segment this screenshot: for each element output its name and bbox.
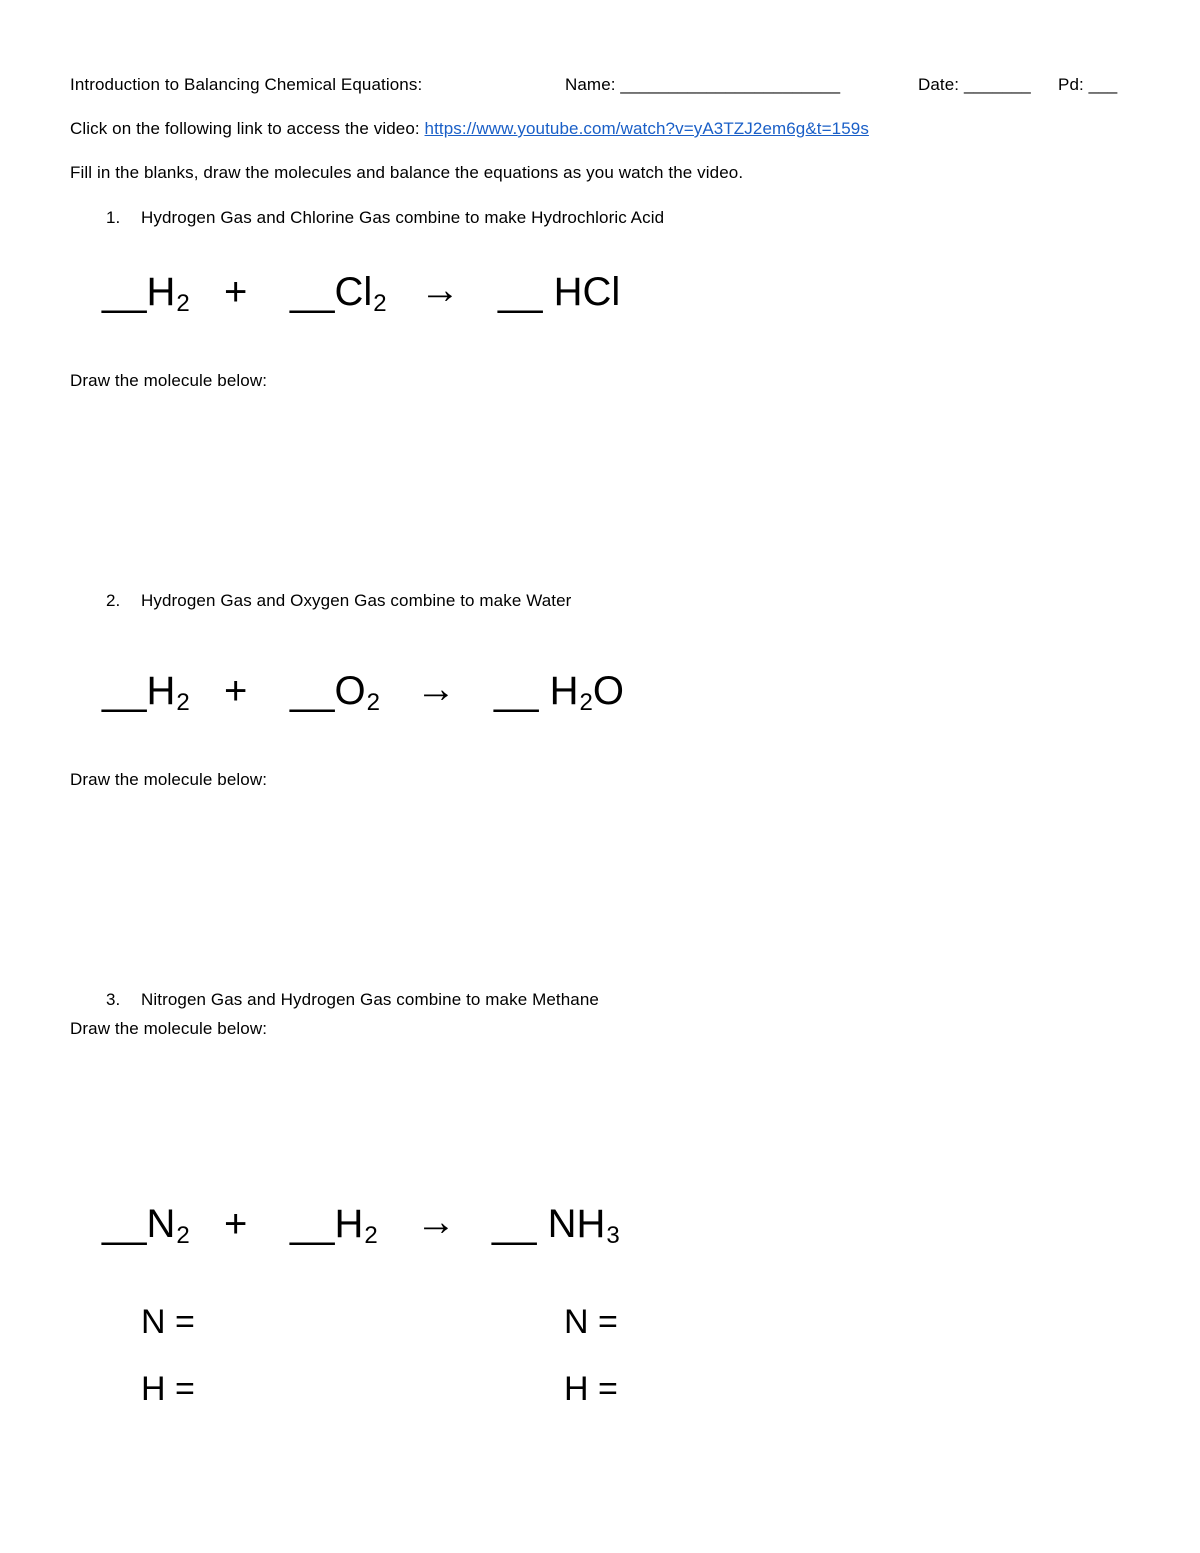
problem-1-plus: + bbox=[224, 270, 248, 314]
problem-1-number: 1. bbox=[106, 208, 121, 227]
count-right-h: H = bbox=[564, 1370, 618, 1408]
count-left-n: N = bbox=[141, 1303, 195, 1341]
date-field[interactable]: Date: _______ bbox=[918, 75, 1031, 94]
link-prompt: Click on the following link to access the video: bbox=[70, 119, 420, 138]
problem-1-draw-label: Draw the molecule below: bbox=[70, 371, 268, 390]
problem-3-number: 3. bbox=[106, 990, 121, 1009]
problem-3-arrow: → bbox=[416, 1200, 456, 1244]
problem-1-product: __ HCl bbox=[498, 270, 621, 314]
problem-1-reactant-1: $\_\_H_2$ bbox=[102, 270, 190, 317]
problem-3-draw-label: Draw the molecule below: bbox=[70, 1019, 268, 1038]
problem-3-text: Nitrogen Gas and Hydrogen Gas combine to make Methane bbox=[141, 990, 599, 1009]
problem-2-reactant-2: $\_\_O_2$ bbox=[290, 669, 380, 716]
problem-1-arrow: → bbox=[420, 268, 460, 312]
problem-1-text: Hydrogen Gas and Chlorine Gas combine to make Hydrochloric Acid bbox=[141, 208, 665, 227]
video-link[interactable]: https://www.youtube.com/watch?v=yA3TZJ2em6g&t=159s bbox=[424, 119, 869, 138]
problem-3-reactant-1: $\_\_N_2$ bbox=[102, 1202, 190, 1249]
problem-1-reactant-2: $\_\_Cl_2$ bbox=[290, 270, 387, 317]
problem-2-plus: + bbox=[224, 669, 248, 713]
problem-2-arrow: → bbox=[416, 667, 456, 711]
worksheet-title: Introduction to Balancing Chemical Equations: bbox=[70, 75, 423, 94]
instructions: Fill in the blanks, draw the molecules and balance the equations as you watch the video. bbox=[70, 163, 744, 182]
period-field[interactable]: Pd: ___ bbox=[1058, 75, 1118, 94]
problem-2-product: __ $H_2O$ bbox=[494, 669, 624, 716]
problem-3-plus: + bbox=[224, 1202, 248, 1246]
problem-2-text: Hydrogen Gas and Oxygen Gas combine to make Water bbox=[141, 591, 572, 610]
problem-2-draw-label: Draw the molecule below: bbox=[70, 770, 268, 789]
count-right-n: N = bbox=[564, 1303, 618, 1341]
problem-2-number: 2. bbox=[106, 591, 121, 610]
link-instruction bbox=[70, 119, 869, 139]
count-left-h: H = bbox=[141, 1370, 195, 1408]
name-field[interactable]: Name: _______________________ bbox=[565, 75, 841, 94]
problem-2-reactant-1: $\_\_H_2$ bbox=[102, 669, 190, 716]
problem-3-reactant-2: $\_\_H_2$ bbox=[290, 1202, 378, 1249]
problem-3-product: __ $NH_3$ bbox=[492, 1202, 620, 1249]
